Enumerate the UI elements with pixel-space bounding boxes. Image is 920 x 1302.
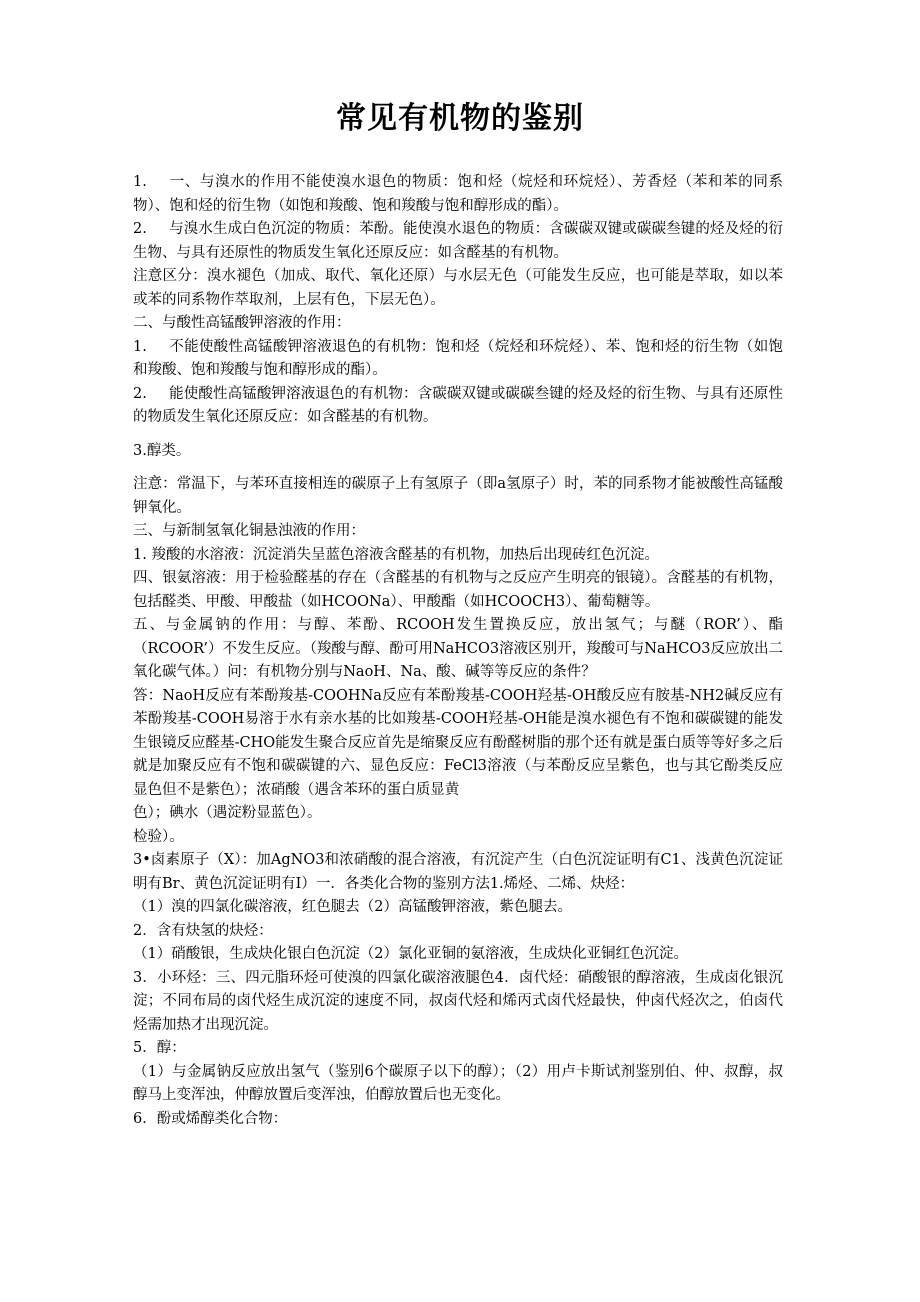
page-title: 常见有机物的鉴别	[336, 101, 584, 136]
paragraph-number: 2.	[133, 221, 147, 237]
paragraph-12: 五、与金属钠的作用：与醇、苯酚、RCOOH发生置换反应，放出氢气；与醚（ROR’）、酯（RCOOR’）不发生反应。（羧酸与醇、酚可用NaHCO3溶液区别开，羧酸可与NaHCO3反应放出二氧化碳气体。）问：有机物分别与NaoH、Na、酸、碱等等反应的条件？	[133, 617, 783, 680]
paragraph-6	[133, 383, 783, 430]
paragraph-number: 2.	[133, 385, 147, 402]
paragraph-text: 与溴水生成白色沉淀的物质：苯酚。能使溴水退色的物质：含碳碳双键或碳碳叁键的烃及烃的衍生物、与具有还原性的物质发生氧化还原反应：如含醛基的有机物。	[133, 221, 783, 261]
paragraph-11: 四、银氨溶液：用于检验醛基的存在（含醛基的有机物与之反应产生明亮的银镜）。含醛基的有机物，包括醛类、甲酸、甲酸盐（如HCOONa）、甲酸酯（如HCOOCH3）、葡萄糖等。	[133, 570, 783, 610]
paragraph-1	[133, 171, 783, 218]
paragraph-20: 3．小环烃：三、四元脂环烃可使溴的四氯化碳溶液腿色4．卤代烃：硝酸银的醇溶液，生成卤化银沉淀；不同布局的卤代烃生成沉淀的速度不同，叔卤代烃和烯丙式卤代烃最快，仲卤代烃次之，伯卤代烃需加热才出现沉淀。	[133, 969, 783, 1033]
paragraph-4: 二、与酸性高锰酸钾溶液的作用：	[133, 315, 351, 331]
paragraph-14: 色）；碘水（遇淀粉显蓝色）。	[133, 805, 322, 821]
paragraph-2	[133, 218, 783, 265]
paragraph-21: 5．醇：	[133, 1040, 186, 1056]
paragraph-22: （1）与金属钠反应放出氢气（鉴别6个碳原子以下的醇）；（2）用卢卡斯试剂鉴别伯、仲、叔醇，叔醇马上变浑浊，仲醇放置后变浑浊，伯醇放置后也无变化。	[133, 1063, 783, 1103]
paragraph-5	[133, 336, 783, 383]
paragraph-23: 6．酚或烯醇类化合物：	[133, 1110, 288, 1127]
paragraph-text: 能使酸性高锰酸钾溶液退色的有机物：含碳碳双键或碳碳叁键的烃及烃的衍生物、与具有还原性的物质发生氧化还原反应：如含醛基的有机物。	[133, 385, 783, 425]
paragraph-number: 1.	[133, 338, 147, 355]
paragraph-19: （1）硝酸银，生成炔化银白色沉淀（2）氯化亚铜的氨溶液，生成炔化亚铜红色沉淀。	[133, 946, 688, 962]
paragraph-number: 1.	[133, 174, 147, 190]
paragraph-7: 3.醇类。	[133, 442, 191, 459]
paragraph-15: 检验）。	[133, 828, 184, 845]
paragraph-8: 注意：常温下，与苯环直接相连的碳原子上有氢原子（即a氢原子）时，苯的同系物才能被酸性高锰酸钾氧化。	[133, 476, 783, 516]
paragraph-18: 2．含有炔氢的炔烃：	[133, 922, 273, 939]
paragraph-17: （1）溴的四氯化碳溶液，红色腿去（2）高锰酸钾溶液，紫色腿去。	[133, 899, 572, 915]
paragraph-13: 答：NaoH反应有苯酚羧基-COOHNa反应有苯酚羧基-COOH羟基-OH酸反应有胺基-NH2碱反应有苯酚羧基-COOH易溶于水有亲水基的比如羧基-COOH羟基-OH能是溴水褪色有不饱和碳碳键的能发生银镜反应醛基-CHO能发生聚合反应首先是缩聚反应有酚醛树脂的那个还有就是蛋白质等等好多之后就是加聚反应有不饱和碳碳键的六、显色反应：FeCl3溶液（与苯酚反应呈紫色，也与其它酚类反应显色但不是紫色）；浓硝酸（遇含苯环的蛋白质显黄	[133, 687, 783, 798]
paragraph-10: 1. 羧酸的水溶液：沉淀消失呈蓝色溶液含醛基的有机物，加热后出现砖红色沉淀。	[133, 546, 659, 563]
paragraph-text: 不能使酸性高锰酸钾溶液退色的有机物：饱和烃（烷烃和环烷烃）、苯、饱和烃的衍生物（如饱和羧酸、饱和羧酸与饱和醇形成的酯）。	[133, 338, 783, 378]
paragraph-9: 三、与新制氢氧化铜悬浊液的作用：	[133, 523, 365, 539]
paragraph-text: 一、与溴水的作用不能使溴水退色的物质：饱和烃（烷烃和环烷烃）、芳香烃（苯和苯的同系物）、饱和烃的衍生物（如饱和羧酸、饱和羧酸与饱和醇形成的酯）。	[133, 174, 783, 214]
document-body	[133, 171, 783, 1131]
paragraph-3: 注意区分：溴水褪色（加成、取代、氧化还原）与水层无色（可能发生反应，也可能是萃取，如以苯或苯的同系物作萃取剂，上层有色，下层无色）。	[133, 268, 783, 308]
paragraph-16: 3•卤素原子（X）：加AgNO3和浓硝酸的混合溶液，有沉淀产生（白色沉淀证明有C1、浅黄色沉淀证明有Br、黄色沉淀证明有I）一．各类化合物的鉴别方法1.烯烃、二烯、炔烃：	[133, 852, 783, 892]
